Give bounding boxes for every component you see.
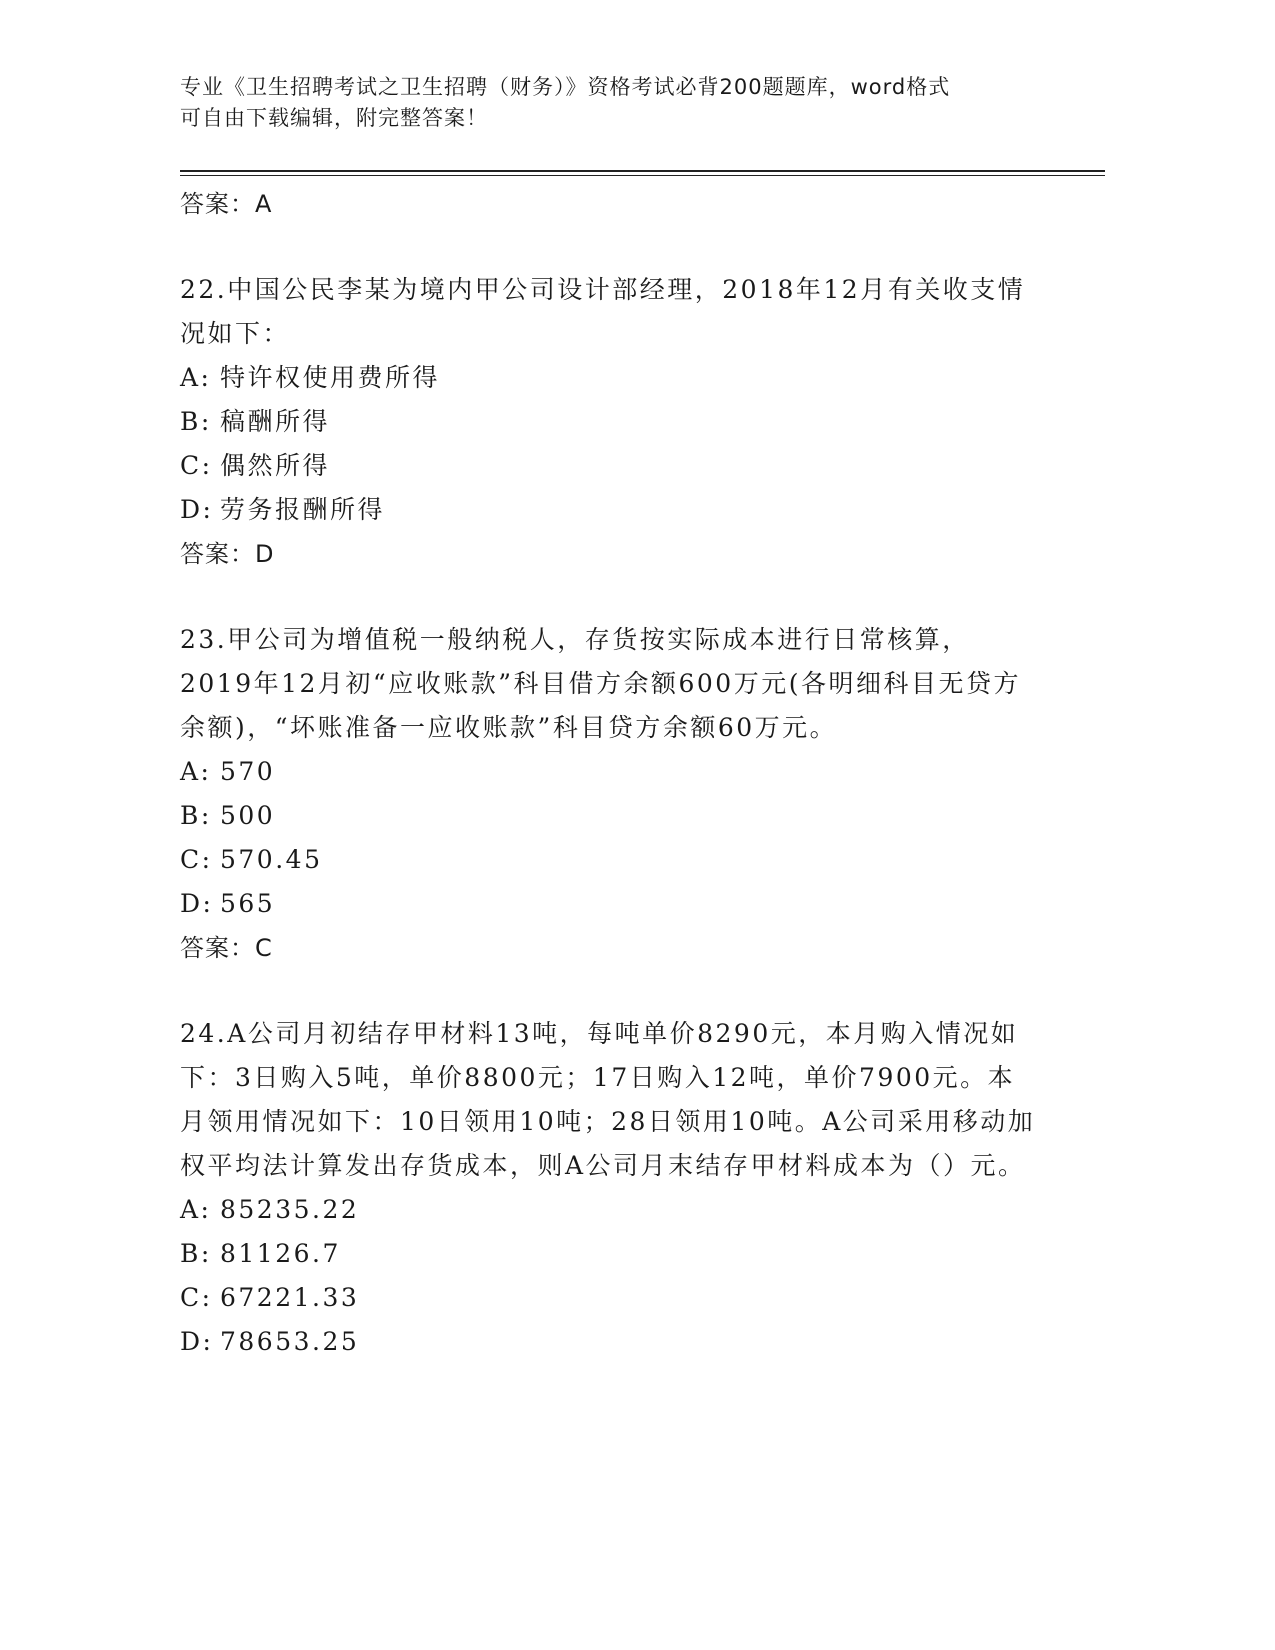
option-key: C: [180, 451, 213, 480]
option-text: 特许权使用费所得 [220, 363, 441, 392]
question-23-option-a [180, 750, 1040, 794]
option-key: D: [180, 889, 214, 918]
question-24-text: 24.A公司月初结存甲材料13吨，每吨单价8290元，本月购入情况如下：3日购入5吨，单价8800元；17日购入12吨，单价7900元。本月领用情况如下：10日领用10吨；28日领用10吨。A公司采用移动加权平均法计算发出存货成本，则A公司月末结存甲材料成本为（）元。 [180, 1019, 1036, 1180]
option-key: C: [180, 1283, 213, 1312]
question-24-option-b [180, 1232, 1040, 1276]
option-key: B: [180, 801, 212, 830]
option-text: 劳务报酬所得 [220, 495, 386, 524]
option-key: D: [180, 495, 214, 524]
option-key: D: [180, 1327, 214, 1356]
option-key: C: [180, 845, 213, 874]
header-line-1: 专业《卫生招聘考试之卫生招聘（财务）》资格考试必背200题题库，word格式 [180, 75, 951, 99]
header-line-2: 可自由下载编辑，附完整答案！ [180, 106, 488, 130]
option-text: 67221.33 [220, 1283, 360, 1312]
answer-22: 答案：D [180, 540, 275, 568]
option-text: 81126.7 [220, 1239, 341, 1268]
option-text: 78653.25 [220, 1327, 360, 1356]
header-rule-thick [180, 170, 1105, 172]
question-content [180, 182, 1040, 1364]
option-key: A: [180, 757, 212, 786]
option-text: 570.45 [220, 845, 323, 874]
option-text: 85235.22 [220, 1195, 360, 1224]
option-text: 稿酬所得 [220, 407, 331, 436]
option-key: A: [180, 1195, 212, 1224]
page-header [180, 72, 1040, 134]
option-text: 570 [220, 757, 276, 786]
question-24 [180, 1012, 1040, 1364]
question-23-option-d [180, 882, 1040, 926]
option-text: 偶然所得 [220, 451, 331, 480]
answer-21: 答案：A [180, 190, 273, 218]
question-24-option-c [180, 1276, 1040, 1320]
question-22-option-b [180, 400, 1040, 444]
option-key: B: [180, 407, 212, 436]
question-23 [180, 618, 1040, 970]
question-24-option-d [180, 1320, 1040, 1364]
question-22-option-d [180, 488, 1040, 532]
question-22-option-c [180, 444, 1040, 488]
question-22 [180, 268, 1040, 576]
question-22-option-a [180, 356, 1040, 400]
option-key: A: [180, 363, 212, 392]
question-23-text: 23.甲公司为增值税一般纳税人，存货按实际成本进行日常核算，2019年12月初“应收账款”科目借方余额600万元(各明细科目无贷方余额)，“坏账准备一应收账款”科目贷方余额60万元。 [180, 625, 1021, 742]
question-23-option-c [180, 838, 1040, 882]
header-rule-thin [180, 175, 1105, 176]
question-23-option-b [180, 794, 1040, 838]
option-text: 565 [220, 889, 276, 918]
answer-23: 答案：C [180, 934, 273, 962]
question-22-text: 22.中国公民李某为境内甲公司设计部经理，2018年12月有关收支情况如下： [180, 275, 1026, 348]
option-key: B: [180, 1239, 212, 1268]
option-text: 500 [220, 801, 276, 830]
question-24-option-a [180, 1188, 1040, 1232]
